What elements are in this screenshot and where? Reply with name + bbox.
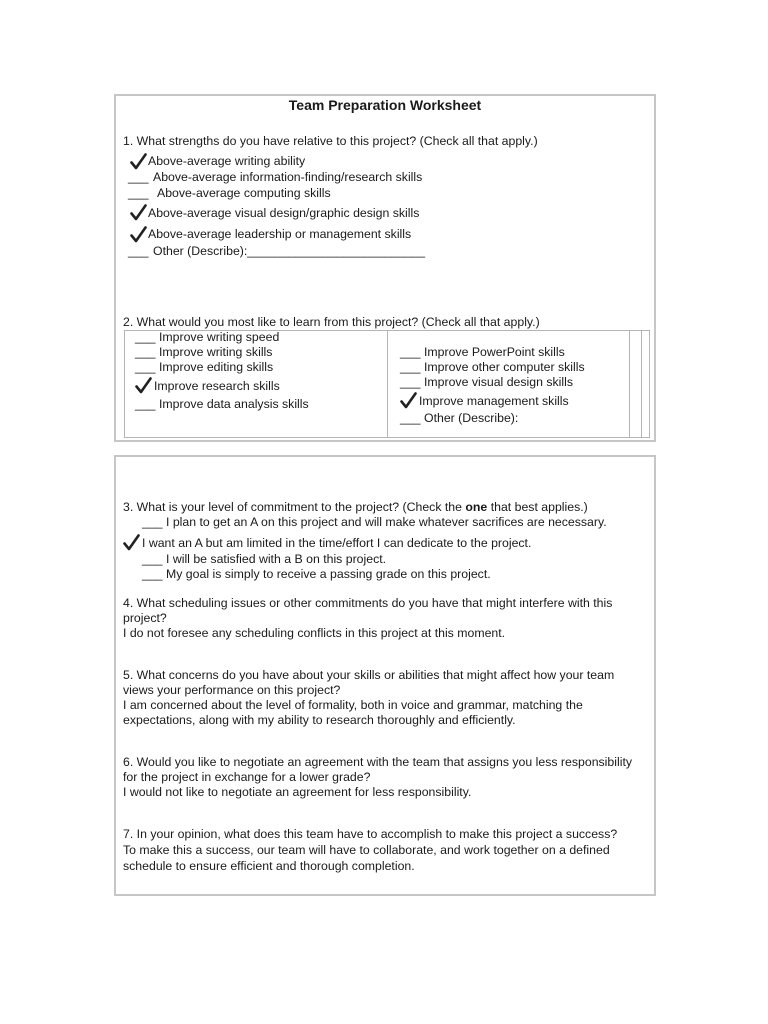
q5-question: 5. What concerns do you have about your skills or abilities that might affect how your team — [123, 668, 615, 682]
q2-blank: ___ — [400, 360, 421, 374]
q4-answer: I do not foresee any scheduling conflicts in this project at this moment. — [123, 626, 506, 640]
q3-question-text: that best applies.) — [487, 500, 588, 514]
q5-answer: I am concerned about the level of formality, both in voice and grammar, matching the — [123, 698, 583, 712]
q4-question: 4. What scheduling issues or other commitments do you have that might interfere with this — [123, 596, 613, 610]
q7-answer: To make this a success, our team will have to collaborate, and work together on a defined — [123, 843, 610, 857]
q1-item-research: Above-average information-finding/research skills — [153, 170, 423, 184]
q1-item-blank: ___ — [128, 186, 149, 200]
q3-blank: ___ — [142, 515, 163, 529]
q6-question: for the project in exchange for a lower grade? — [123, 770, 371, 784]
q2-left-item: Improve writing skills — [159, 345, 273, 359]
page-title: Team Preparation Worksheet — [288, 97, 482, 113]
q3-item: I want an A but am limited in the time/effort I can dedicate to the project. — [142, 536, 532, 550]
q3-blank: ___ — [142, 567, 163, 581]
q5-answer: expectations, along with my ability to research thoroughly and efficiently. — [123, 713, 516, 727]
worksheet-panel-1 — [114, 94, 656, 442]
q2-blank: ___ — [135, 345, 156, 359]
q3-item: I plan to get an A on this project and will make whatever sacrifices are necessary. — [166, 515, 607, 529]
q7-question: 7. In your opinion, what does this team have to accomplish to make this project a success? — [123, 827, 618, 841]
q2-right-item: Improve other computer skills — [424, 360, 585, 374]
q2-blank: ___ — [400, 345, 421, 359]
table-divider — [641, 331, 642, 437]
q1-item-blank: ___ — [128, 244, 149, 258]
q1-item-blank: ___ — [128, 170, 149, 184]
q2-right-item: Improve management skills — [419, 394, 569, 408]
q4-question: project? — [123, 611, 167, 625]
q2-left-item: Improve research skills — [154, 379, 280, 393]
q3-blank: ___ — [142, 552, 163, 566]
table-divider — [387, 331, 388, 437]
checkmark-icon — [400, 392, 417, 409]
worksheet-panel-2 — [114, 455, 656, 896]
table-divider — [629, 331, 630, 437]
q2-right-item: Other (Describe): — [424, 411, 519, 425]
checkmark-icon — [123, 534, 140, 551]
q2-blank: ___ — [135, 330, 156, 344]
q3-question — [123, 500, 588, 515]
q1-item-computing: Above-average computing skills — [157, 186, 331, 200]
q2-right-item: Improve visual design skills — [424, 375, 573, 389]
checkmark-icon — [135, 377, 152, 394]
q5-question: views your performance on this project? — [123, 683, 341, 697]
q2-left-item: Improve writing speed — [159, 330, 280, 344]
checkmark-icon — [130, 153, 147, 170]
q1-item-writing: Above-average writing ability — [148, 154, 306, 168]
q6-answer: I would not like to negotiate an agreement for less responsibility. — [123, 785, 472, 799]
checkmark-icon — [130, 226, 147, 243]
q1-question: 1. What strengths do you have relative to this project? (Check all that apply.) — [123, 134, 538, 148]
q2-blank: ___ — [400, 411, 421, 425]
q2-right-item: Improve PowerPoint skills — [424, 345, 565, 359]
q2-question: 2. What would you most like to learn from this project? (Check all that apply.) — [123, 315, 540, 329]
q2-blank: ___ — [400, 375, 421, 389]
q7-answer: schedule to ensure efficient and thorough completion. — [123, 859, 415, 873]
q1-item-visual-design: Above-average visual design/graphic design skills — [148, 206, 420, 220]
q2-blank: ___ — [135, 397, 156, 411]
q2-left-item: Improve editing skills — [159, 360, 274, 374]
q3-item: I will be satisfied with a B on this project. — [166, 552, 387, 566]
q3-question-text: 3. What is your level of commitment to the project? (Check the — [123, 500, 466, 514]
q1-item-other: Other (Describe):__________________________ — [153, 244, 426, 258]
q6-question: 6. Would you like to negotiate an agreement with the team that assigns you less responsibility — [123, 755, 633, 769]
q2-blank: ___ — [135, 360, 156, 374]
q3-item: My goal is simply to receive a passing grade on this project. — [166, 567, 491, 581]
q3-question-emphasis: one — [465, 500, 488, 514]
q1-item-leadership: Above-average leadership or management skills — [148, 227, 412, 241]
checkmark-icon — [130, 204, 147, 221]
q2-options-table — [124, 330, 650, 438]
q2-left-item: Improve data analysis skills — [159, 397, 309, 411]
